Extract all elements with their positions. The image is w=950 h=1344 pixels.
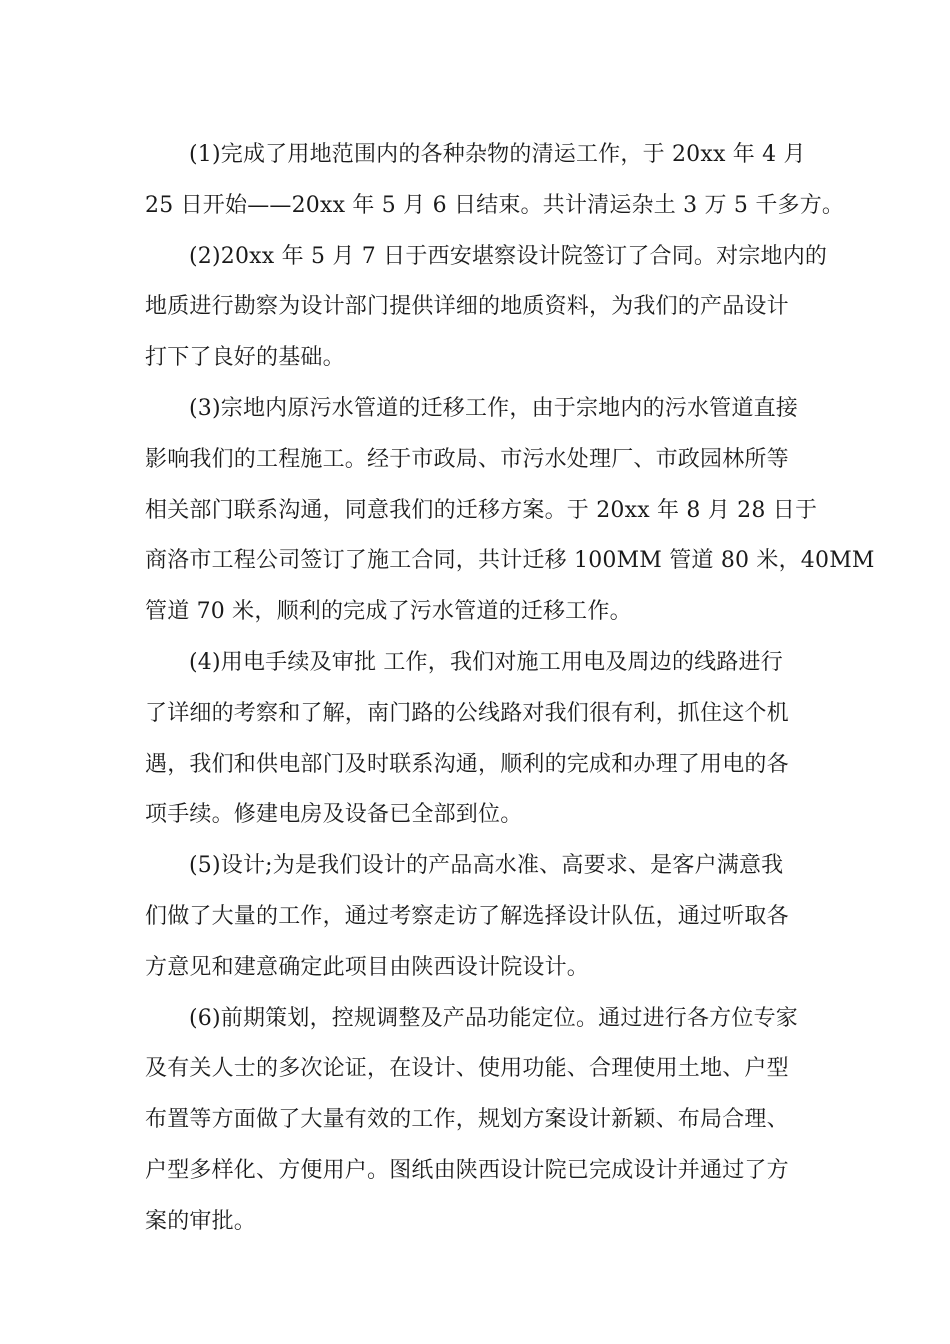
document-body	[145, 130, 875, 1248]
paragraph-line: 方意见和建意确定此项目由陕西设计院设计。	[145, 954, 590, 980]
paragraph-line: 项手续。修建电房及设备已全部到位。	[145, 802, 523, 828]
paragraph-line: (6)前期策划，控规调整及产品功能定位。通过进行各方位专家	[189, 1005, 798, 1031]
paragraph-line: 遇，我们和供电部门及时联系沟通，顺利的完成和办理了用电的各	[145, 751, 789, 777]
paragraph-line: 商洛市工程公司签订了施工合同，共计迁移 100MM 管道 80 米，40MM	[145, 548, 875, 574]
paragraph-line: 户型多样化、方便用户。图纸由陕西设计院已完成设计并通过了方	[145, 1157, 789, 1183]
paragraph-line: 了详细的考察和了解，南门路的公线路对我们很有利，抓住这个机	[145, 700, 789, 726]
paragraph-line: 25 日开始——20xx 年 5 月 6 日结束。共计清运杂土 3 万 5 千多方。	[145, 192, 845, 218]
paragraph-line: (5)设计;为是我们设计的产品高水准、高要求、是客户满意我	[189, 853, 784, 879]
paragraph-4	[145, 638, 810, 841]
paragraph-line: 及有关人士的多次论证，在设计、使用功能、合理使用土地、户型	[145, 1056, 789, 1082]
paragraph-line: 地质进行勘察为设计部门提供详细的地质资料，为我们的产品设计	[145, 294, 789, 320]
paragraph-line: (2)20xx 年 5 月 7 日于西安堪察设计院签订了合同。对宗地内的	[189, 243, 828, 269]
paragraph-line: (4)用电手续及审批 工作，我们对施工用电及周边的线路进行	[189, 649, 783, 675]
paragraph-line: 们做了大量的工作，通过考察走访了解选择设计队伍，通过听取各	[145, 903, 789, 929]
paragraph-line: 案的审批。	[145, 1208, 257, 1234]
paragraph-line: 布置等方面做了大量有效的工作，规划方案设计新颖、布局合理、	[145, 1107, 789, 1133]
paragraph-6	[145, 994, 810, 1248]
paragraph-2	[145, 232, 828, 384]
paragraph-line: 影响我们的工程施工。经于市政局、市污水处理厂、市政园林所等	[145, 446, 789, 472]
paragraph-1	[145, 130, 845, 232]
paragraph-line: 管道 70 米，顺利的完成了污水管道的迁移工作。	[145, 599, 632, 625]
paragraph-line: (3)宗地内原污水管道的迁移工作，由于宗地内的污水管道直接	[189, 395, 798, 421]
paragraph-line: 打下了良好的基础。	[145, 345, 345, 371]
paragraph-line: 相关部门联系沟通，同意我们的迁移方案。于 20xx 年 8 月 28 日于	[145, 497, 818, 523]
paragraph-5	[145, 841, 810, 993]
paragraph-3	[145, 384, 875, 638]
paragraph-line: (1)完成了用地范围内的各种杂物的清运工作，于 20xx 年 4 月	[189, 142, 806, 167]
